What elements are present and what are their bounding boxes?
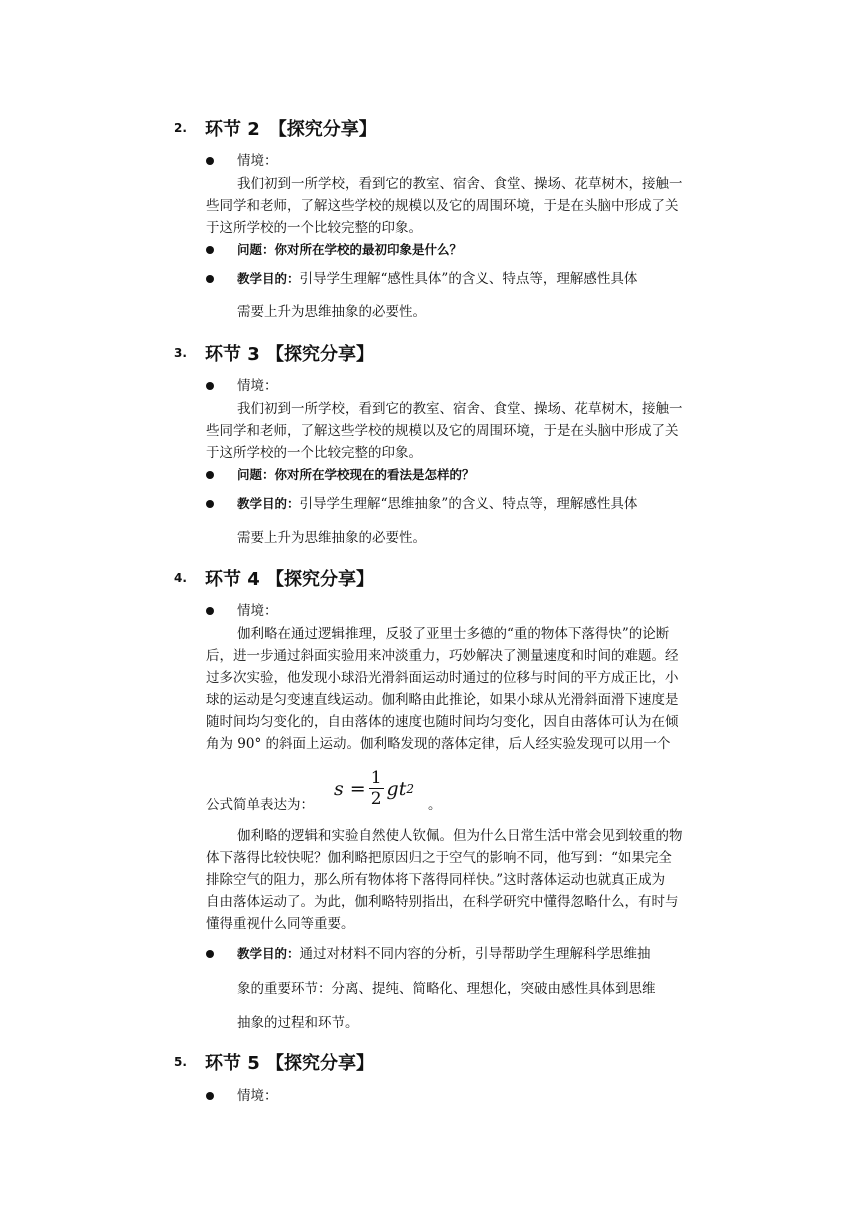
goal-line: 引导学生理解“感性具体”的含义、特点等，理解感性具体 (299, 271, 638, 287)
section-heading (174, 338, 374, 368)
section-title: 环节 2 【探究分享】 (205, 119, 377, 140)
formula-rhs: gt (386, 777, 407, 800)
question-text: 问题：你对所在学校现在的看法是怎样的？ (237, 467, 475, 482)
context-label: 情境： (237, 603, 278, 619)
goal-line: 需要上升为思维抽象的必要性。 (237, 304, 426, 320)
paragraph-line: 懂得重视什么同等重要。 (206, 916, 355, 932)
formula-prefix: 公式简单表达为： (206, 797, 314, 813)
goal-line: 抽象的过程和环节。 (237, 1015, 359, 1031)
paragraph-line: 排除空气的阻力，那么所有物体将下落得同样快。”这时落体运动也就真正成为 (206, 872, 666, 888)
bullet-icon (206, 950, 214, 958)
fraction-denominator: 2 (370, 789, 382, 809)
goal-label: 教学目的： (237, 946, 300, 961)
paragraph-line: 自由落体运动了。为此，伽利略特别指出，在科学研究中懂得忽略什么，有时与 (206, 894, 679, 910)
formula-exponent: 2 (406, 781, 414, 796)
section-number: 4. (174, 571, 187, 585)
question-text: 问题：你对所在学校的最初印象是什么？ (237, 242, 463, 257)
paragraph-line: 角为 90° 的斜面上运动。伽利略发现的落体定律，后人经实验发现可以用一个 (206, 736, 671, 752)
context-label: 情境： (237, 153, 278, 169)
bullet-icon (206, 382, 214, 390)
context-text: 些同学和老师，了解这些学校的规模以及它的周围环境，于是在头脑中形成了关 (206, 198, 679, 214)
goal-text (237, 269, 637, 289)
context-text: 于这所学校的一个比较完整的印象。 (206, 445, 422, 461)
context-label: 情境： (237, 1088, 278, 1104)
formula-fraction (369, 768, 384, 809)
section-heading (174, 563, 374, 593)
section-title: 环节 5 【探究分享】 (205, 1053, 375, 1074)
goal-label: 教学目的： (237, 271, 300, 286)
paragraph-line: 伽利略的逻辑和实验自然使人钦佩。但为什么日常生活中常会见到较重的物 (237, 828, 683, 844)
goal-line: 通过对材料不同内容的分析，引导帮助学生理解科学思维抽 (299, 946, 651, 962)
paragraph-line: 后，进一步通过斜面实验用来冲淡重力，巧妙解决了测量速度和时间的难题。经 (206, 648, 679, 664)
goal-label: 教学目的： (237, 496, 300, 511)
section-heading (174, 1047, 374, 1077)
context-text: 于这所学校的一个比较完整的印象。 (206, 220, 422, 236)
bullet-icon (206, 275, 214, 283)
section-title: 环节 4 【探究分享】 (205, 569, 375, 590)
formula (334, 768, 414, 809)
section-title: 环节 3 【探究分享】 (205, 344, 375, 365)
context-text: 我们初到一所学校，看到它的教室、宿舍、食堂、操场、花草树木，接触一 (237, 401, 683, 417)
bullet-icon (206, 471, 214, 479)
paragraph-line: 球的运动是匀变速直线运动。伽利略由此推论，如果小球从光滑斜面滑下速度是 (206, 692, 679, 708)
context-label: 情境： (237, 378, 278, 394)
goal-line: 引导学生理解“思维抽象”的含义、特点等，理解感性具体 (299, 496, 638, 512)
bullet-icon (206, 1092, 214, 1100)
bullet-icon (206, 607, 214, 615)
section-number: 2. (174, 121, 187, 135)
goal-text (237, 494, 637, 514)
formula-suffix: 。 (428, 797, 442, 813)
goal-text (237, 944, 651, 964)
section-number: 5. (174, 1055, 187, 1069)
fraction-numerator: 1 (370, 768, 382, 788)
bullet-icon (206, 500, 214, 508)
section-heading (174, 113, 377, 143)
goal-line: 需要上升为思维抽象的必要性。 (237, 530, 426, 546)
context-text: 我们初到一所学校，看到它的教室、宿舍、食堂、操场、花草树木，接触一 (237, 176, 683, 192)
formula-lhs: s = (334, 777, 366, 800)
bullet-icon (206, 157, 214, 165)
bullet-icon (206, 246, 214, 254)
context-text: 些同学和老师，了解这些学校的规模以及它的周围环境，于是在头脑中形成了关 (206, 423, 679, 439)
paragraph-line: 过多次实验，他发现小球沿光滑斜面运动时通过的位移与时间的平方成正比，小 (206, 670, 679, 686)
paragraph-line: 体下落得比较快呢？伽利略把原因归之于空气的影响不同，他写到：“如果完全 (206, 850, 672, 866)
section-number: 3. (174, 346, 187, 360)
goal-line: 象的重要环节：分离、提纯、简略化、理想化，突破由感性具体到思维 (237, 981, 656, 997)
paragraph-line: 伽利略在通过逻辑推理，反驳了亚里士多德的“重的物体下落得快”的论断 (237, 626, 670, 642)
paragraph-line: 随时间均匀变化的，自由落体的速度也随时间均匀变化，因自由落体可认为在倾 (206, 714, 679, 730)
